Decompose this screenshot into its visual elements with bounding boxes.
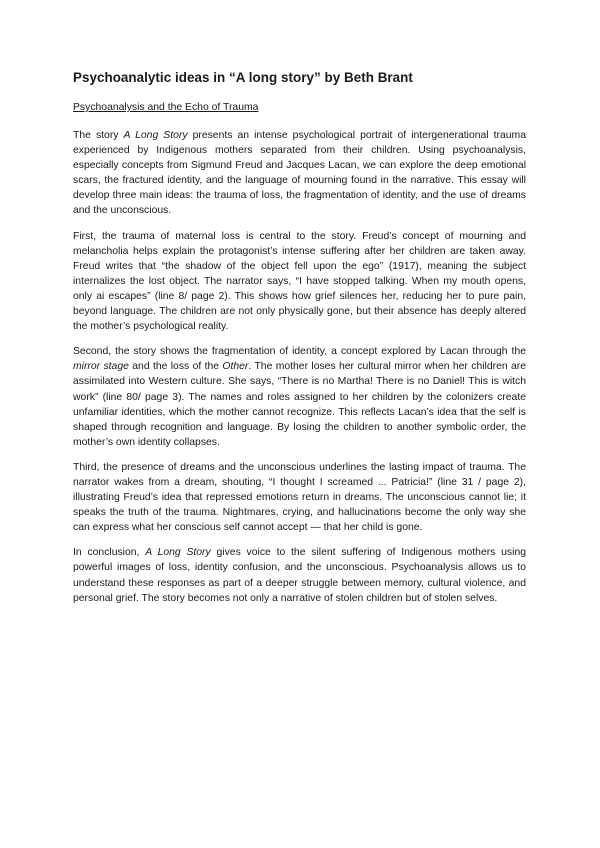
document-page: [73, 70, 526, 616]
paragraph-identity: [73, 344, 526, 450]
paragraph-text: presents an intense psychological portrait of intergenerational trauma experienced by Indigenous mothers separated from their children. Using psychoanalysis, especially concepts from Sigmund Freud and Jacques Lacan, we can explore the deep emotional scars, the fractured identity, and the language of mourning found in the narrative. This essay will develop three main ideas: the trauma of loss, the fragmentation of identity, and the use of dreams and the unconscious.: [73, 130, 526, 217]
paragraph-text: The story: [73, 130, 124, 141]
paragraph-text: . The mother loses her cultural mirror when her children are assimilated into Western culture. She says, “There is no Martha! There is no Daniel! This is witch work” (line 80/ page 3). The names and roles assigned to her children by the colonizers create unfamiliar identities, which the mother cannot recognize. This reflects Lacan’s idea that the self is shaped through recognition and language. By losing the children to another symbolic order, the mother’s own identity collapses.: [73, 361, 526, 448]
paragraph-text: Third, the presence of dreams and the unconscious underlines the lasting impact of trauma. The narrator wakes from a dream, shouting, “I thought I screamed ... Patricia!” (line 31 / page 2), illustrating Freud’s idea that repressed emotions return in dreams. The unconscious cannot lie; it speaks the truth of the trauma. Nightmares, crying, and hallucinations become the only way she can express what her conscious self cannot accept — that her child is gone.: [73, 461, 526, 534]
paragraph-text: Second, the story shows the fragmentation of identity, a concept explored by Lacan through the: [73, 346, 526, 358]
document-title: Psychoanalytic ideas in “A long story” by Beth Brant: [73, 70, 413, 85]
paragraph-introduction: [73, 128, 526, 219]
section-subtitle: Psychoanalysis and the Echo of Trauma: [73, 102, 259, 113]
italic-term: Other: [222, 361, 249, 373]
italic-title: A Long Story: [123, 130, 188, 141]
paragraph-text: First, the trauma of maternal loss is central to the story. Freud’s concept of mourning and melancholia helps explain the protagonist’s intense suffering after her children are taken away. Freud writes that “the shadow of the object fell upon the ego” (1917), meaning the subject internalizes the lost object. The narrator says, “I have stopped talking. When my mouth opens, only ai escapes” (line 8/ page 2). This shows how grief silences her, reducing her to pure pain, beyond language. The children are not only physically gone, but their absence has deeply altered the mother’s psychological reality.: [73, 230, 526, 333]
paragraph-conclusion: [73, 545, 526, 605]
paragraph-loss: [73, 229, 526, 335]
paragraph-text: gives voice to the silent suffering of Indigenous mothers using powerful images of loss, identity confusion, and the unconscious. Psychoanalysis allows us to understand these responses as part of a deeper struggle between memory, cultural violence, and personal grief. The story becomes not only a narrative of stolen children but of stolen selves.: [73, 547, 526, 604]
italic-title: A Long Story: [145, 547, 211, 559]
paragraph-text: and the loss of the: [128, 361, 223, 373]
paragraph-text: In conclusion,: [73, 547, 146, 559]
italic-term: mirror stage: [73, 361, 129, 373]
paragraph-dreams: [73, 460, 526, 535]
